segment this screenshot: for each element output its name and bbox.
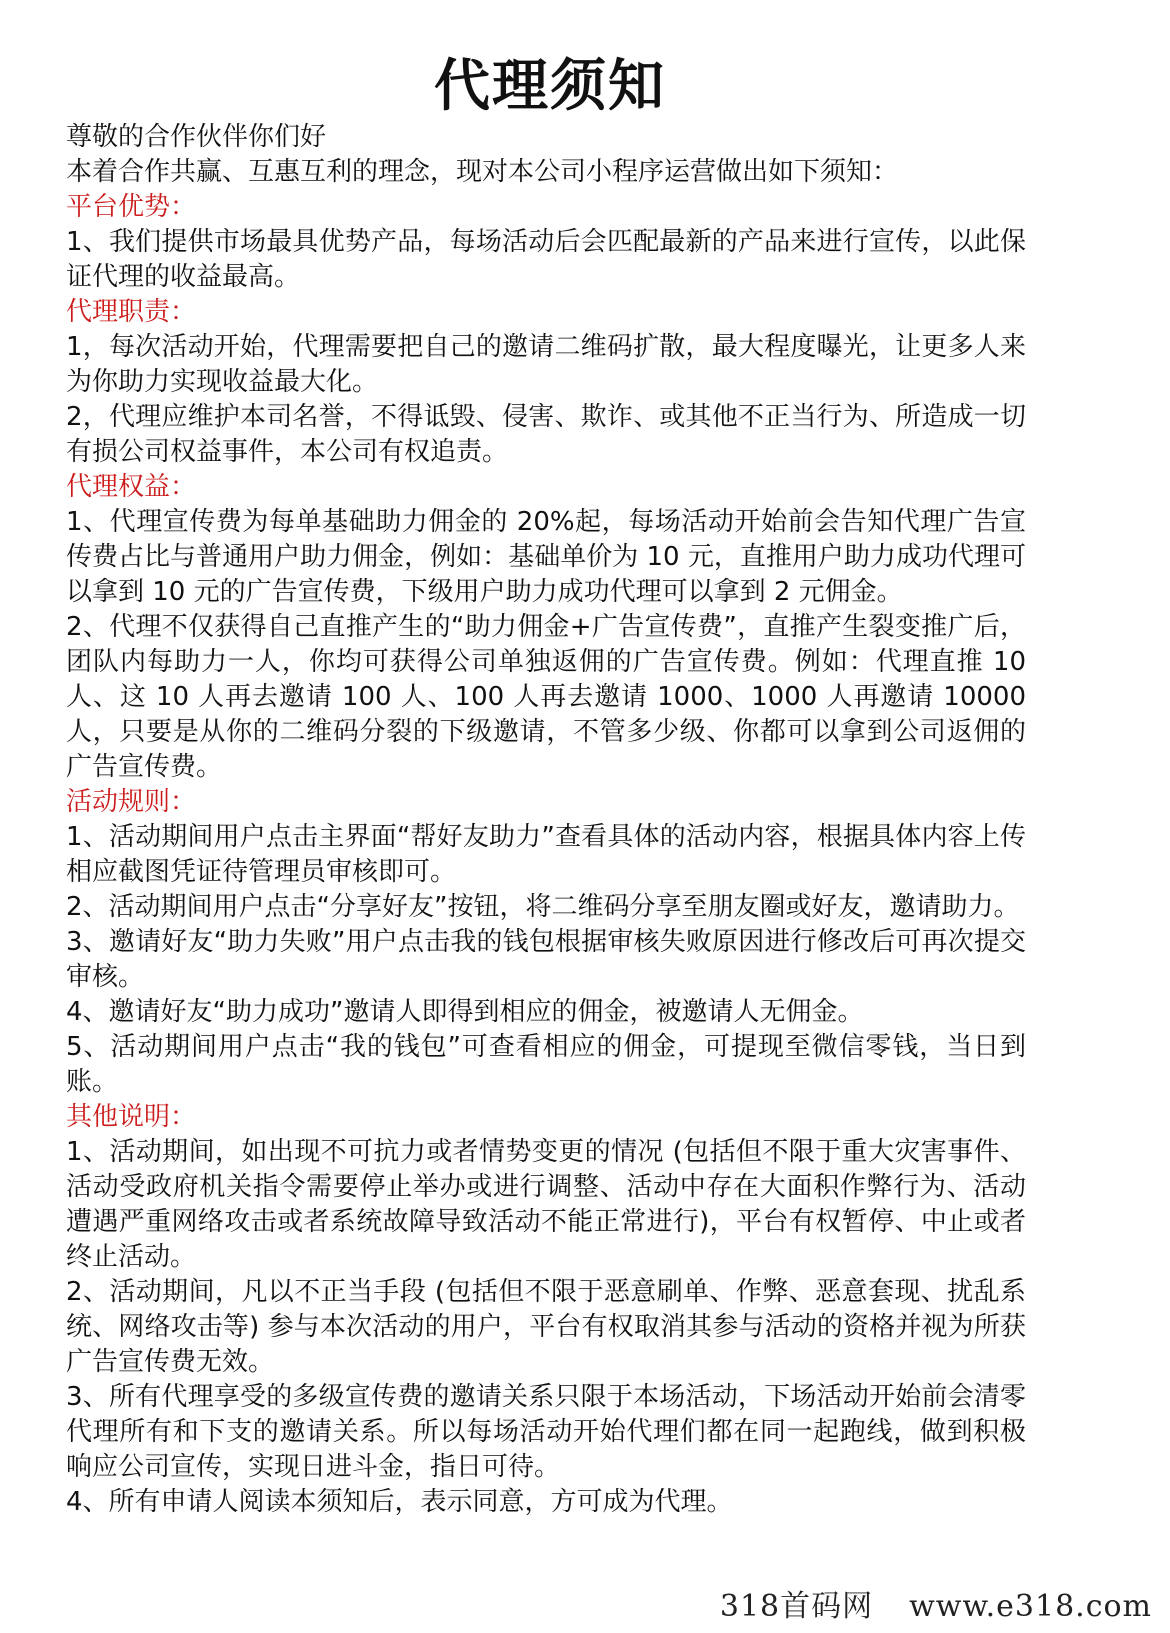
watermark-url: www.e318.com xyxy=(909,1589,1152,1624)
other-item: 4、所有申请人阅读本须知后，表示同意，方可成为代理。 xyxy=(66,1487,733,1517)
page-title: 代理须知 xyxy=(434,54,666,119)
rules-item: 4、邀请好友“助力成功”邀请人即得到相应的佣金，被邀请人无佣金。 xyxy=(66,997,864,1027)
intro: 本着合作共赢、互惠互利的理念，现对本公司小程序运营做出如下须知： xyxy=(66,157,899,187)
duty-item: 2，代理应维护本司名誉，不得诋毁、侵害、欺诈、或其他不正当行为、所造成一切有损公司权益事件，本公司有权追责。 xyxy=(66,402,1026,467)
notice-body xyxy=(66,120,1026,1520)
other-item: 1、活动期间，如出现不可抗力或者情势变更的情况 (包括但不限于重大灾害事件、活动受政府机关指令需要停止举办或进行调整、活动中存在大面积作弊行为、活动遭遇严重网络攻击或者系统故障导致活动不能正常进行)，平台有权暂停、中止或者终止活动。 xyxy=(66,1137,1026,1272)
section-heading-rules: 活动规则： xyxy=(66,787,197,817)
duty-item: 1，每次活动开始，代理需要把自己的邀请二维码扩散，最大程度曝光，让更多人来为你助力实现收益最大化。 xyxy=(66,332,1026,397)
rights-item: 2、代理不仅获得自己直推产生的“助力佣金+广告宣传费”，直推产生裂变推广后，团队内每助力一人，你均可获得公司单独返佣的广告宣传费。例如：代理直推 10 人、这 10 人再去邀请 100 人、100 人再去邀请 1000、1000 人再邀请 10000人，只要是从你的二维码分裂的下级邀请，不管多少级、你都可以拿到公司返佣的广告宣传费。 xyxy=(66,612,1026,782)
watermark xyxy=(684,1581,1152,1625)
other-item: 2、活动期间，凡以不正当手段 (包括但不限于恶意刷单、作弊、恶意套现、扰乱系统、网络攻击等) 参与本次活动的用户，平台有权取消其参与活动的资格并视为所获广告宣传费无效。 xyxy=(66,1277,1026,1377)
advantage-item: 1、我们提供市场最具优势产品，每场活动后会匹配最新的产品来进行宣传，以此保证代理的收益最高。 xyxy=(66,227,1026,292)
rules-item: 1、活动期间用户点击主界面“帮好友助力”查看具体的活动内容，根据具体内容上传相应截图凭证待管理员审核即可。 xyxy=(66,822,1026,887)
section-heading-rights: 代理权益： xyxy=(66,472,197,502)
other-item: 3、所有代理享受的多级宣传费的邀请关系只限于本场活动，下场活动开始前会清零代理所有和下支的邀请关系。所以每场活动开始代理们都在同一起跑线，做到积极响应公司宣传，实现日进斗金，指日可待。 xyxy=(66,1382,1026,1482)
section-heading-other: 其他说明： xyxy=(66,1102,197,1132)
section-heading-duty: 代理职责： xyxy=(66,297,197,327)
section-heading-advantage: 平台优势： xyxy=(66,192,197,222)
rights-item: 1、代理宣传费为每单基础助力佣金的 20%起，每场活动开始前会告知代理广告宣传费占比与普通用户助力佣金，例如：基础单价为 10 元，直推用户助力成功代理可以拿到 10 元的广告宣传费，下级用户助力成功代理可以拿到 2 元佣金。 xyxy=(66,507,1026,607)
watermark-site-name: 318首码网 xyxy=(719,1589,874,1624)
rules-item: 2、活动期间用户点击“分享好友”按钮，将二维码分享至朋友圈或好友，邀请助力。 xyxy=(66,892,1020,922)
greeting: 尊敬的合作伙伴你们好 xyxy=(66,122,327,152)
rules-item: 5、活动期间用户点击“我的钱包”可查看相应的佣金，可提现至微信零钱，当日到账。 xyxy=(66,1032,1026,1097)
rules-item: 3、邀请好友“助力失败”用户点击我的钱包根据审核失败原因进行修改后可再次提交审核。 xyxy=(66,927,1026,992)
